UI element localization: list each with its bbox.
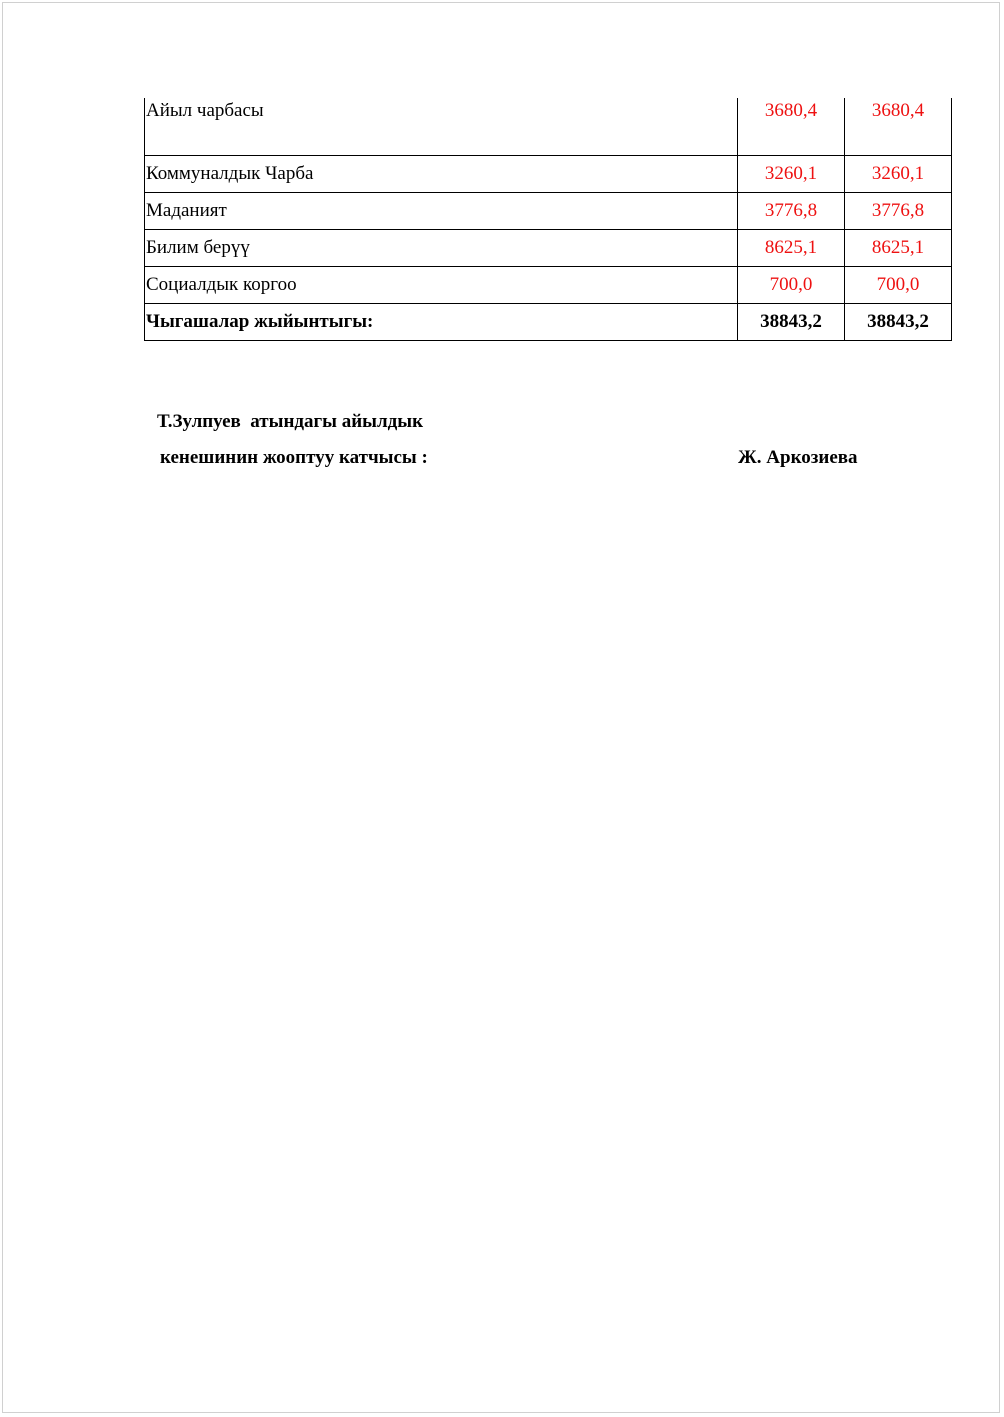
row-value-1: 3776,8 — [738, 193, 845, 230]
row-name: Социалдык коргоо — [145, 267, 738, 304]
total-row — [145, 304, 952, 341]
row-name: Коммуналдык Чарба — [145, 156, 738, 193]
row-value-2: 3260,1 — [845, 156, 952, 193]
signatory-title-line-1: Т.Зулпуев атындагы айылдык — [157, 411, 424, 432]
row-name: Маданият — [145, 193, 738, 230]
expenses-table — [144, 98, 952, 341]
signatory-name: Ж. Аркозиева — [738, 447, 858, 468]
total-label: Чыгашалар жыйынтыгы: — [145, 304, 738, 341]
table-row — [145, 230, 952, 267]
row-name: Айыл чарбасы — [145, 98, 738, 156]
row-value-2: 3680,4 — [845, 98, 952, 156]
row-value-1: 3680,4 — [738, 98, 845, 156]
table-row — [145, 193, 952, 230]
signatory-title-line-2: кенешинин жооптуу катчысы : — [160, 447, 428, 468]
row-value-2: 3776,8 — [845, 193, 952, 230]
row-value-1: 8625,1 — [738, 230, 845, 267]
row-value-1: 700,0 — [738, 267, 845, 304]
table-row — [145, 267, 952, 304]
total-value-2: 38843,2 — [845, 304, 952, 341]
row-value-2: 8625,1 — [845, 230, 952, 267]
table-row — [145, 156, 952, 193]
row-value-2: 700,0 — [845, 267, 952, 304]
row-name: Билим берүү — [145, 230, 738, 267]
total-value-1: 38843,2 — [738, 304, 845, 341]
row-value-1: 3260,1 — [738, 156, 845, 193]
table-row — [145, 98, 952, 156]
